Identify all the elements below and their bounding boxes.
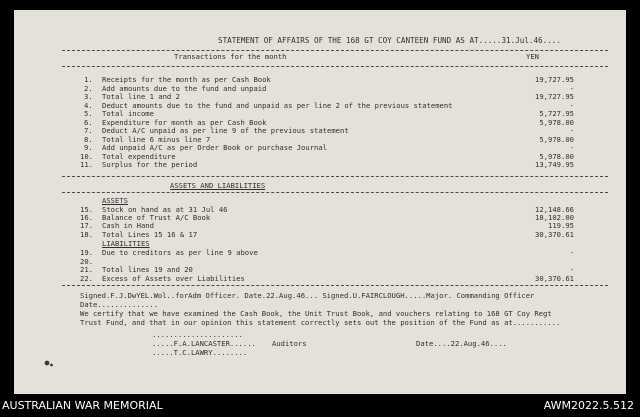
signature-rule bbox=[62, 285, 608, 286]
auditors-label: Auditors bbox=[272, 339, 307, 348]
liability-row-number: 20. bbox=[80, 256, 93, 266]
transaction-row-label: Add unpaid A/C as per Order Book or purchase Journal bbox=[102, 143, 328, 152]
header-rule-bottom bbox=[62, 66, 608, 67]
transaction-row-label: Total line 6 minus line 7 bbox=[102, 134, 211, 144]
document-page bbox=[14, 10, 626, 394]
liability-row-value: - bbox=[569, 265, 574, 275]
assets-liabilities-heading: ASSETS AND LIABILITIES bbox=[170, 181, 266, 190]
transaction-row-number: 2. bbox=[84, 83, 93, 93]
asset-row-label: Total Lines 15 16 & 17 bbox=[102, 229, 198, 239]
transaction-row-value: - bbox=[569, 126, 574, 135]
asset-row-number: 16. bbox=[80, 213, 93, 223]
liability-row-label: Excess of Assets over Liabilities bbox=[102, 273, 245, 283]
auditor-dots: ..................... bbox=[152, 330, 243, 339]
signed-line: Signed.F.J.DwYEL.Wol..forAdm Officer. Date.22.Aug.46... Signed.U.FAIRCLOUGH.....Major. Commanding Officer bbox=[80, 291, 535, 300]
liability-row-label: Total lines 19 and 20 bbox=[102, 265, 193, 275]
header-rule-top bbox=[62, 50, 608, 51]
transaction-row-value: - bbox=[569, 100, 574, 110]
asset-row-value: 12,148.66 bbox=[535, 205, 574, 214]
transaction-row-label: Deduct amounts due to the fund and unpaid as per line 2 of the previous statement bbox=[102, 100, 453, 110]
asset-row-value: 119.95 bbox=[548, 221, 574, 231]
transaction-row-number: 7. bbox=[84, 126, 93, 135]
transaction-row-number: 9. bbox=[84, 143, 93, 152]
transaction-row-label: Expenditure for month as per Cash Book bbox=[102, 117, 267, 127]
transaction-row-value: - bbox=[569, 143, 574, 152]
asset-row-value: 30,370.61 bbox=[535, 229, 574, 239]
transaction-row-label: Total expenditure bbox=[102, 151, 176, 161]
transaction-row-number: 6. bbox=[84, 117, 93, 127]
liability-row-number: 19. bbox=[80, 248, 93, 257]
transaction-row-label: Total line 1 and 2 bbox=[102, 92, 180, 101]
transaction-row-value: 19,727.95 bbox=[535, 75, 574, 84]
asset-row-value: 18,102.00 bbox=[535, 213, 574, 223]
footer-credit: AUSTRALIAN WAR MEMORIAL bbox=[2, 399, 163, 412]
transaction-row-value: 5,978.00 bbox=[539, 134, 574, 144]
asset-row-label: Stock on hand as at 31 Jul 46 bbox=[102, 205, 228, 214]
transaction-row-number: 11. bbox=[80, 160, 93, 169]
transaction-row-label: Add amounts due to the fund and unpaid bbox=[102, 83, 267, 93]
transaction-row-value: 19,727.95 bbox=[535, 92, 574, 101]
liability-row-number: 21. bbox=[80, 265, 93, 275]
transaction-row-label: Total income bbox=[102, 109, 154, 118]
transaction-row-number: 1. bbox=[84, 75, 93, 84]
transaction-row-value: 13,749.95 bbox=[535, 160, 574, 169]
asset-row-label: Balance of Trust A/C Book bbox=[102, 213, 211, 223]
liability-row-label: Due to creditors as per line 9 above bbox=[102, 248, 258, 257]
document-title: STATEMENT OF AFFAIRS OF THE 168 GT COY CANTEEN FUND AS AT.....31.Jul.46.... bbox=[218, 36, 561, 45]
footer-accession-number: AWM2022.5.512 bbox=[543, 399, 634, 412]
auditor-name-1: .....F.A.LANCASTER...... bbox=[152, 339, 256, 348]
asset-row-label: Cash in Hand bbox=[102, 221, 154, 231]
liability-row-value: - bbox=[569, 248, 574, 257]
transaction-row-value: 5,978.00 bbox=[539, 117, 574, 127]
currency-header: YEN bbox=[526, 52, 539, 61]
transaction-row-number: 3. bbox=[84, 92, 93, 101]
transaction-row-number: 4. bbox=[84, 100, 93, 110]
asset-row-number: 15. bbox=[80, 205, 93, 214]
assets-rule-bottom bbox=[62, 192, 608, 193]
liability-row-number: 22. bbox=[80, 273, 93, 283]
liability-row-value: 30,370.61 bbox=[535, 273, 574, 283]
certification-line-1: We certify that we have examined the Cash Book, the Unit Trust Book, and vouchers relating to 168 GT Coy Regt bbox=[80, 309, 552, 318]
transaction-row-number: 10. bbox=[80, 151, 93, 161]
asset-row-number: 18. bbox=[80, 229, 93, 239]
certification-line-2: Trust Fund, and that in our opinion this statement correctly sets out the position of the Fund as at........... bbox=[80, 318, 561, 327]
transactions-column-header: Transactions for the month bbox=[174, 52, 287, 61]
signed-date-line: Date.............. bbox=[80, 300, 158, 309]
liabilities-subheading: LIABILITIES bbox=[102, 239, 150, 248]
asset-row-number: 17. bbox=[80, 221, 93, 231]
transaction-row-label: Receipts for the month as per Cash Book bbox=[102, 75, 271, 84]
assets-rule-top bbox=[62, 176, 608, 177]
transaction-row-label: Deduct A/C unpaid as per line 9 of the previous statement bbox=[102, 126, 349, 135]
transaction-row-value: - bbox=[569, 83, 574, 93]
transaction-row-value: 5,727.95 bbox=[539, 109, 574, 118]
transaction-row-value: 5,978.00 bbox=[539, 151, 574, 161]
transaction-row-label: Surplus for the period bbox=[102, 160, 198, 169]
assets-subheading: ASSETS bbox=[102, 196, 128, 205]
auditor-name-2: .....T.C.LAWRY........ bbox=[152, 348, 248, 357]
auditor-date: Date....22.Aug.46.... bbox=[416, 339, 507, 348]
transaction-row-number: 5. bbox=[84, 109, 93, 118]
punch-mark-icon bbox=[42, 356, 56, 370]
transaction-row-number: 8. bbox=[84, 134, 93, 144]
